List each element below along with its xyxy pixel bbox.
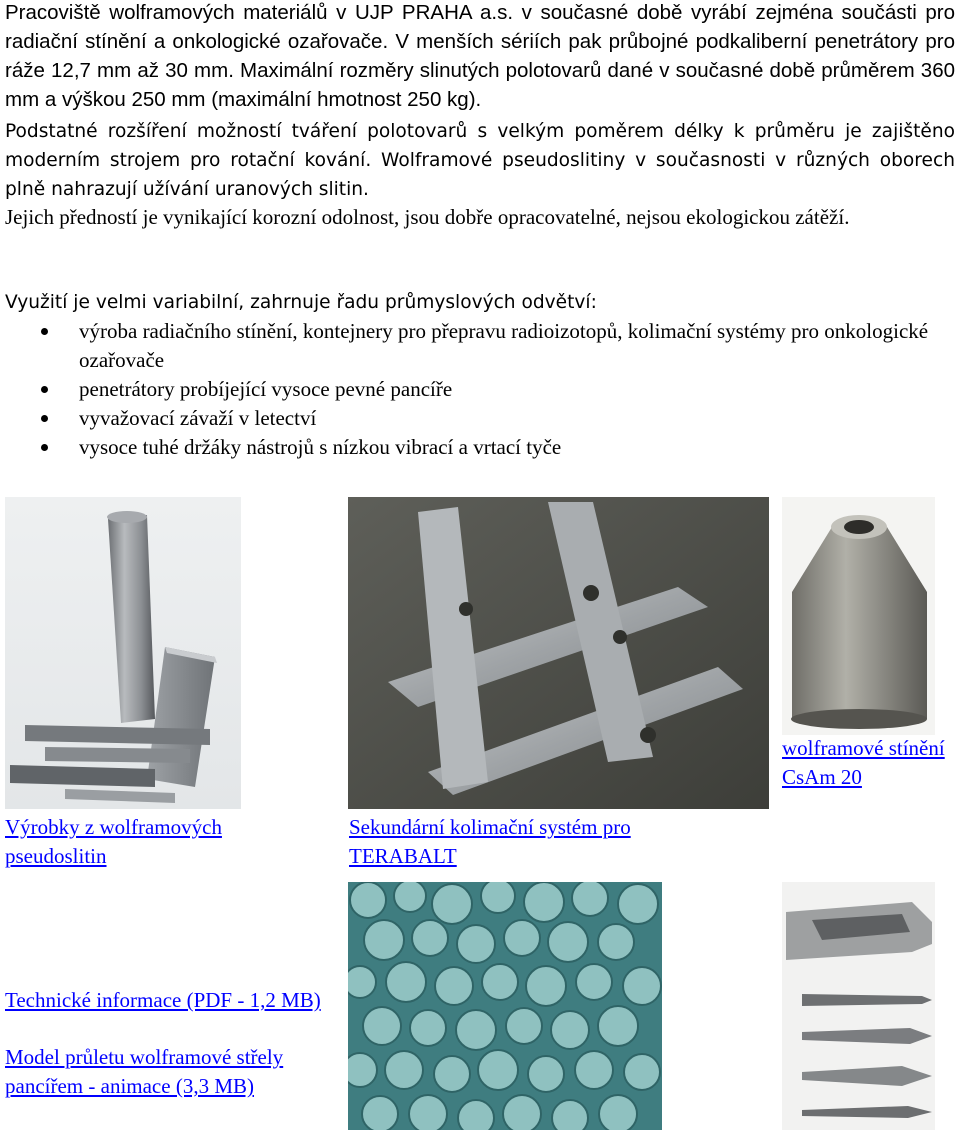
list-item: penetrátory probíjející vysoce pevné pancíře: [0, 375, 958, 404]
technical-info-pdf-link[interactable]: Technické informace (PDF - 1,2 MB): [5, 988, 321, 1012]
list-item: výroba radiačního stínění, kontejnery pro přepravu radioizotopů, kolimační systémy pro onkologické ozařovače: [0, 317, 958, 375]
products-link[interactable]: Výrobky z wolframových pseudoslitin: [5, 815, 222, 868]
uses-intro: Využití je velmi variabilní, zahrnuje řadu průmyslových odvětví:: [5, 292, 597, 313]
microstructure-photo: [348, 882, 662, 1130]
tungsten-products-photo: [5, 497, 241, 809]
projectile-animation-link[interactable]: Model průletu wolframové střely pancířem - animace (3,3 MB): [5, 1045, 284, 1098]
bullet-icon: [41, 444, 48, 451]
shielding-photo: [782, 497, 935, 735]
collimation-system-link[interactable]: Sekundární kolimační systém pro TERABALT: [349, 815, 631, 868]
collimation-system-photo: [348, 497, 769, 809]
list-item: vyvažovací závaží v letectví: [0, 404, 958, 433]
uses-list: [0, 317, 958, 462]
advantages-paragraph: Jejich předností je vynikající korozní odolnost, jsou dobře opracovatelné, nejsou ekologickou zátěží.: [5, 205, 850, 229]
shielding-link[interactable]: wolframové stínění CsAm 20: [782, 736, 945, 789]
intro-paragraph: Pracoviště wolframových materiálů v UJP PRAHA a.s. v současné době vyrábí zejména součásti pro radiační stínění a onkologické ozařovače. V menších sériích pak průbojné podkaliberní penetrátory pro ráže 12,7 mm až 30 mm. Maximální rozměry slinutých polotovarů dané v současné době průměrem 360 mm a výškou 250 mm (maximální hmotnost 250 kg).: [5, 1, 955, 111]
penetrators-photo: [782, 882, 935, 1130]
list-item: vysoce tuhé držáky nástrojů s nízkou vibrací a vrtací tyče: [0, 433, 958, 462]
bullet-icon: [41, 415, 48, 422]
bullet-icon: [41, 386, 48, 393]
forging-paragraph: Podstatné rozšíření možností tváření polotovarů s velkým poměrem délky k průměru je zajištěno moderním strojem pro rotační kování. Wolframové pseudoslitiny v současnosti v různých oborech plně nahrazují užívání uranových slitin.: [5, 121, 955, 200]
bullet-icon: [41, 328, 48, 335]
